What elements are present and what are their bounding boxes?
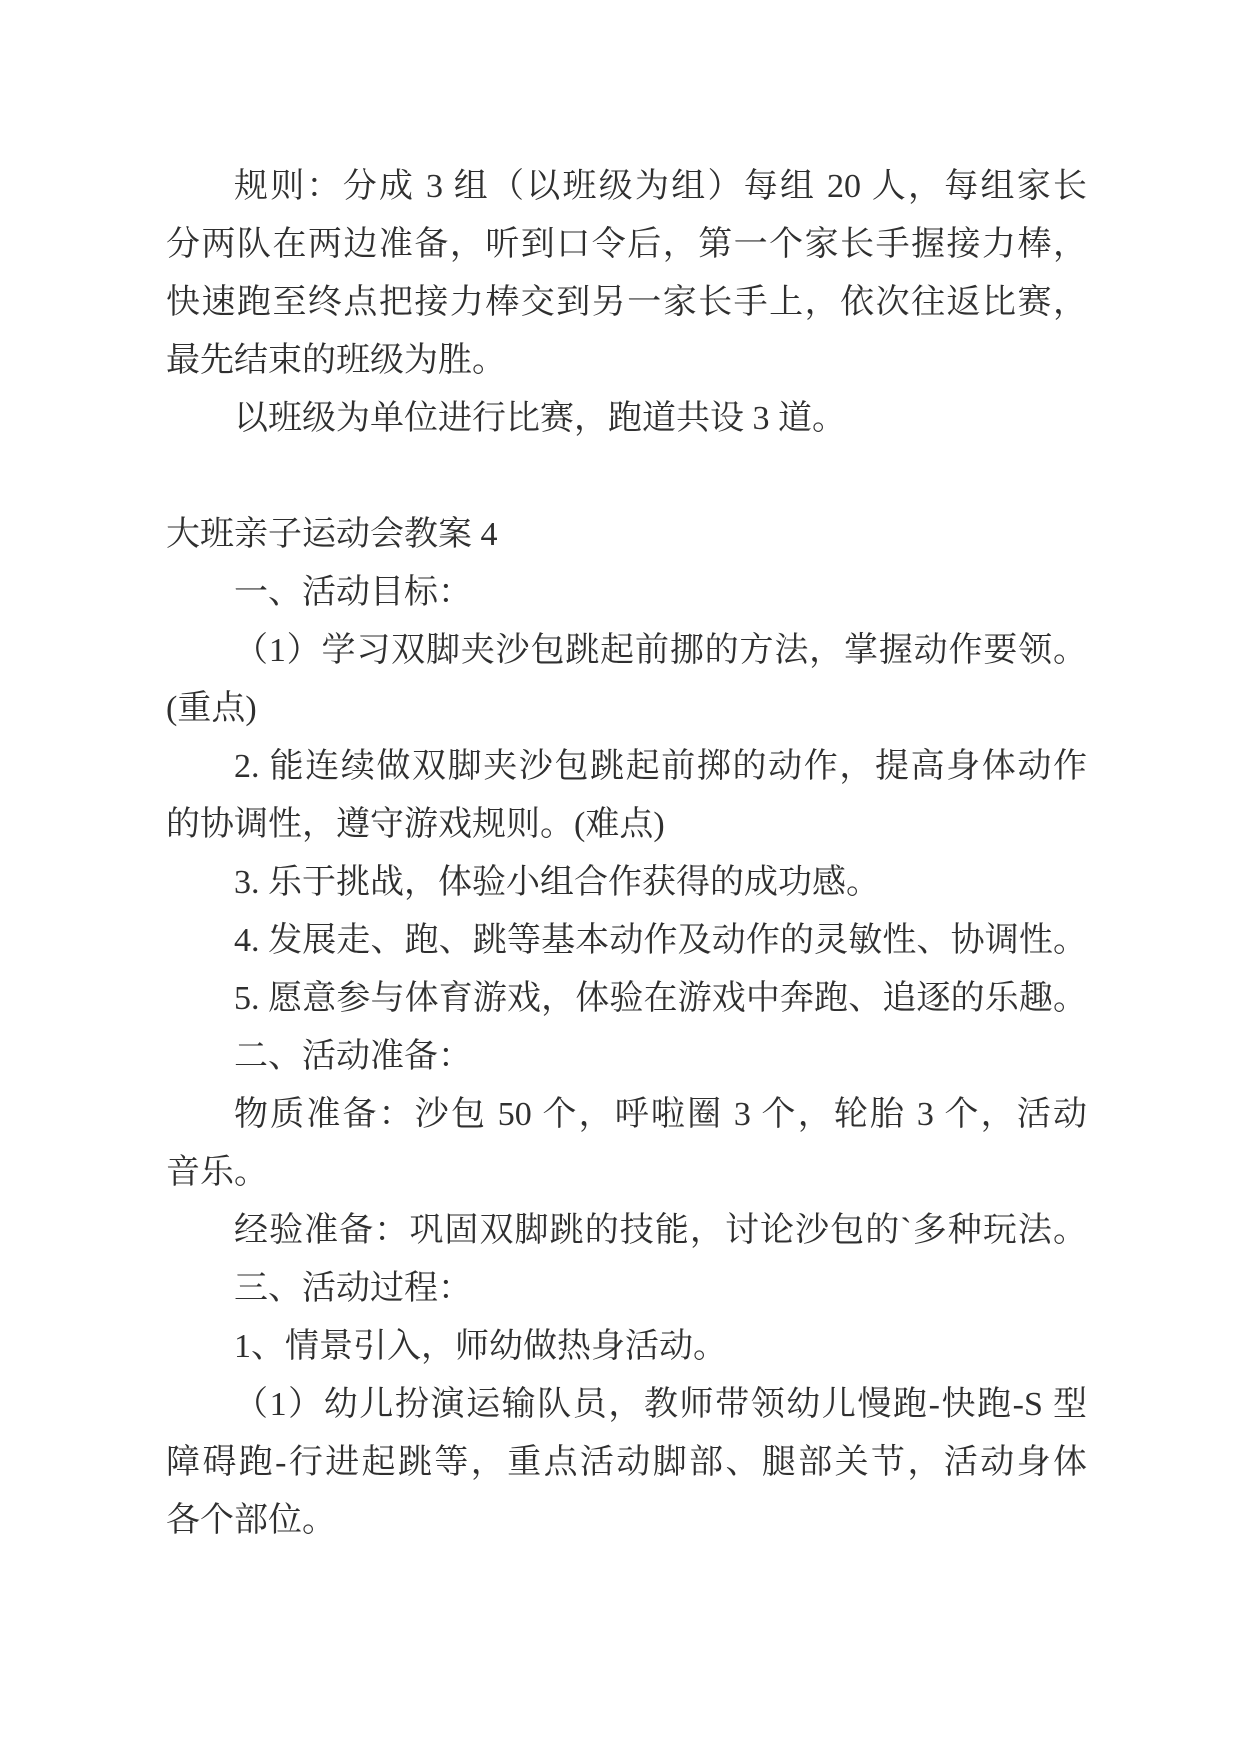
text-line: 5. 愿意参与体育游戏，体验在游戏中奔跑、追逐的乐趣。: [234, 980, 1087, 1017]
text-line: 大班亲子运动会教案 4: [166, 516, 498, 553]
paragraph: [166, 970, 1087, 1028]
text-line: 以班级为单位进行比赛，跑道共设 3 道。: [234, 400, 846, 437]
text-line: 三、活动过程：: [234, 1270, 472, 1307]
paragraph: [166, 564, 1087, 622]
paragraph: [166, 854, 1087, 912]
text-line: (重点): [166, 690, 257, 727]
text-line: 障碍跑-行进起跳等，重点活动脚部、腿部关节，活动身体: [166, 1444, 1087, 1481]
text-line: 一、活动目标：: [234, 574, 472, 611]
document-content: [166, 158, 1087, 1550]
paragraph: [166, 1028, 1087, 1086]
text-line: 分两队在两边准备，听到口令后，第一个家长手握接力棒，: [166, 226, 1087, 263]
paragraph-spacer: [166, 448, 1087, 506]
text-line: 音乐。: [166, 1154, 268, 1191]
paragraph: [166, 1260, 1087, 1318]
text-line: （1）幼儿扮演运输队员，教师带领幼儿慢跑-快跑-S 型: [234, 1386, 1087, 1423]
text-line: 2. 能连续做双脚夹沙包跳起前掷的动作，提高身体动作: [234, 748, 1087, 785]
text-line: 快速跑至终点把接力棒交到另一家长手上，依次往返比赛，: [166, 284, 1087, 321]
paragraph: [166, 912, 1087, 970]
paragraph: [166, 1202, 1087, 1260]
paragraph: [166, 738, 1087, 854]
paragraph: [166, 506, 1087, 564]
text-line: 1、情景引入，师幼做热身活动。: [234, 1328, 727, 1365]
text-line: 物质准备：沙包 50 个，呼啦圈 3 个，轮胎 3 个，活动: [234, 1096, 1087, 1133]
text-line: （1）学习双脚夹沙包跳起前挪的方法，掌握动作要领。: [234, 632, 1087, 669]
text-line: 规则：分成 3 组（以班级为组）每组 20 人，每组家长: [234, 168, 1087, 205]
text-line: 二、活动准备：: [234, 1038, 472, 1075]
paragraph: [166, 1318, 1087, 1376]
paragraph: [166, 158, 1087, 390]
text-line: 的协调性，遵守游戏规则。(难点): [166, 806, 665, 843]
paragraph: [166, 622, 1087, 738]
paragraph: [166, 1086, 1087, 1202]
paragraph: [166, 1376, 1087, 1550]
text-line: 3. 乐于挑战，体验小组合作获得的成功感。: [234, 864, 880, 901]
paragraph: [166, 390, 1087, 448]
text-line: 经验准备：巩固双脚跳的技能，讨论沙包的`多种玩法。: [234, 1212, 1087, 1249]
text-line: 4. 发展走、跑、跳等基本动作及动作的灵敏性、协调性。: [234, 922, 1087, 959]
text-line: 最先结束的班级为胜。: [166, 342, 506, 379]
text-line: 各个部位。: [166, 1502, 336, 1539]
